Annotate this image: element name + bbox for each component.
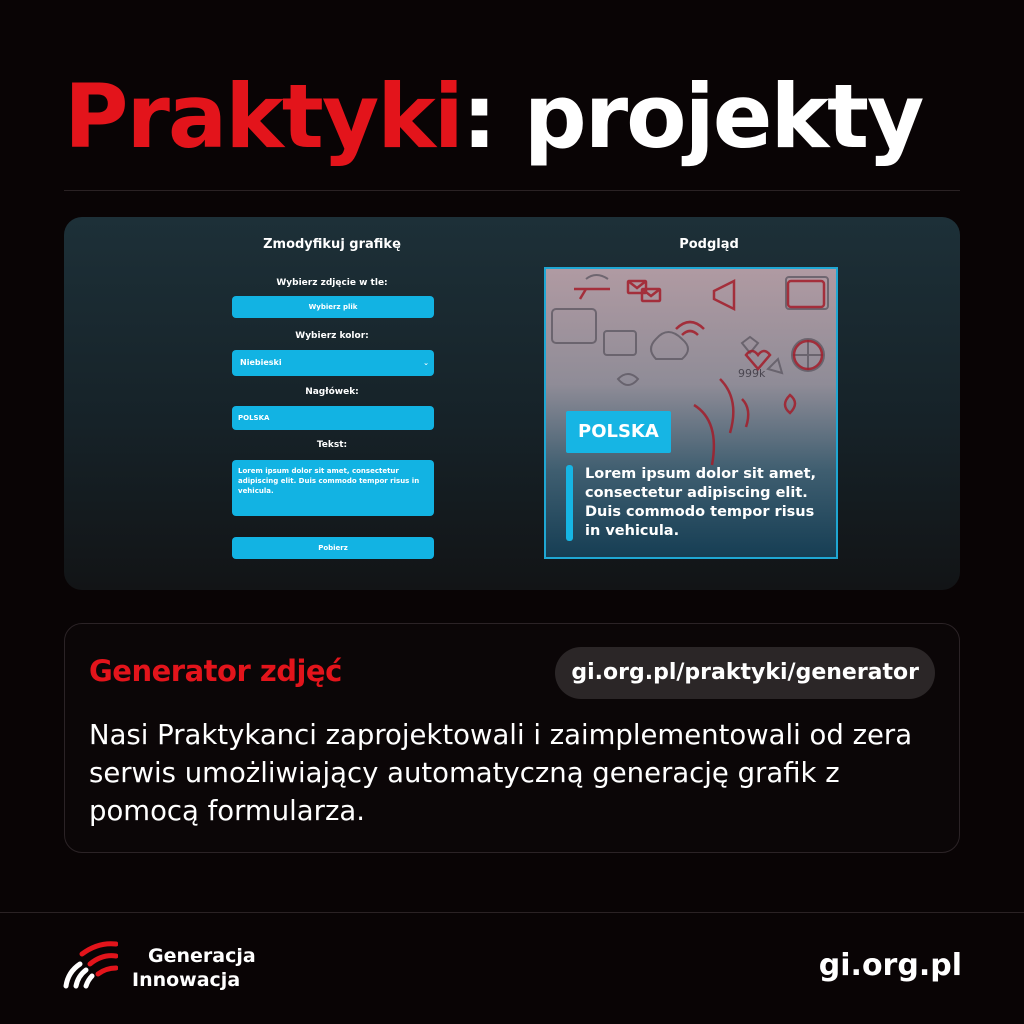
graphic-preview: [544, 267, 838, 559]
project-heading: Generator zdjęć: [89, 654, 342, 688]
project-info-card: [64, 623, 960, 853]
preview-body-text: Lorem ipsum dolor sit amet, consectetur adipiscing elit. Duis commodo tempor risus in vehicula.: [585, 466, 817, 539]
megaphone-icon: [714, 281, 734, 309]
text-textarea[interactable]: Lorem ipsum dolor sit amet, consectetur adipiscing elit. Duis commodo tempor risus in vehicula.: [232, 460, 434, 516]
preview-title: Podgląd: [679, 237, 739, 252]
wifi-doodle: [676, 322, 704, 329]
title-highlight: Praktyki: [64, 65, 462, 168]
text-label: Tekst:: [316, 440, 348, 450]
logo-text-line1: Generacja: [148, 945, 256, 967]
app-screenshot: [64, 217, 960, 590]
color-label: Wybierz kolor:: [295, 331, 369, 341]
color-select[interactable]: [232, 350, 434, 376]
background-label: Wybierz zdjęcie w tle:: [276, 278, 388, 288]
choose-file-button[interactable]: Wybierz plik: [232, 296, 434, 318]
download-button[interactable]: Pobierz: [232, 537, 434, 559]
title-rest: : projekty: [461, 65, 923, 168]
logo-text-line2: Innowacja: [132, 969, 241, 991]
doodle-text: 999k: [738, 367, 766, 380]
heading-label: Nagłówek:: [305, 387, 359, 397]
footer-url[interactable]: gi.org.pl: [818, 948, 962, 983]
color-select-value: Niebieski: [240, 358, 282, 367]
project-description: Nasi Praktykanci zaprojektowali i zaimplementowali od zera serwis umożliwiający automatyczną generację grafik z pomocą formularza.: [89, 719, 913, 827]
heading-input[interactable]: POLSKA: [232, 406, 434, 430]
form-title: Zmodyfikuj grafikę: [263, 237, 401, 252]
wifi-logo-icon: [62, 940, 118, 990]
page-title: [64, 62, 922, 172]
generator-link[interactable]: gi.org.pl/praktyki/generator: [555, 647, 935, 699]
top-divider: [64, 190, 960, 191]
preview-accent-bar: [566, 465, 573, 541]
footer-divider: [0, 912, 1024, 913]
preview-heading-badge: POLSKA: [566, 411, 671, 453]
chevron-down-icon: ⌄: [423, 359, 429, 367]
